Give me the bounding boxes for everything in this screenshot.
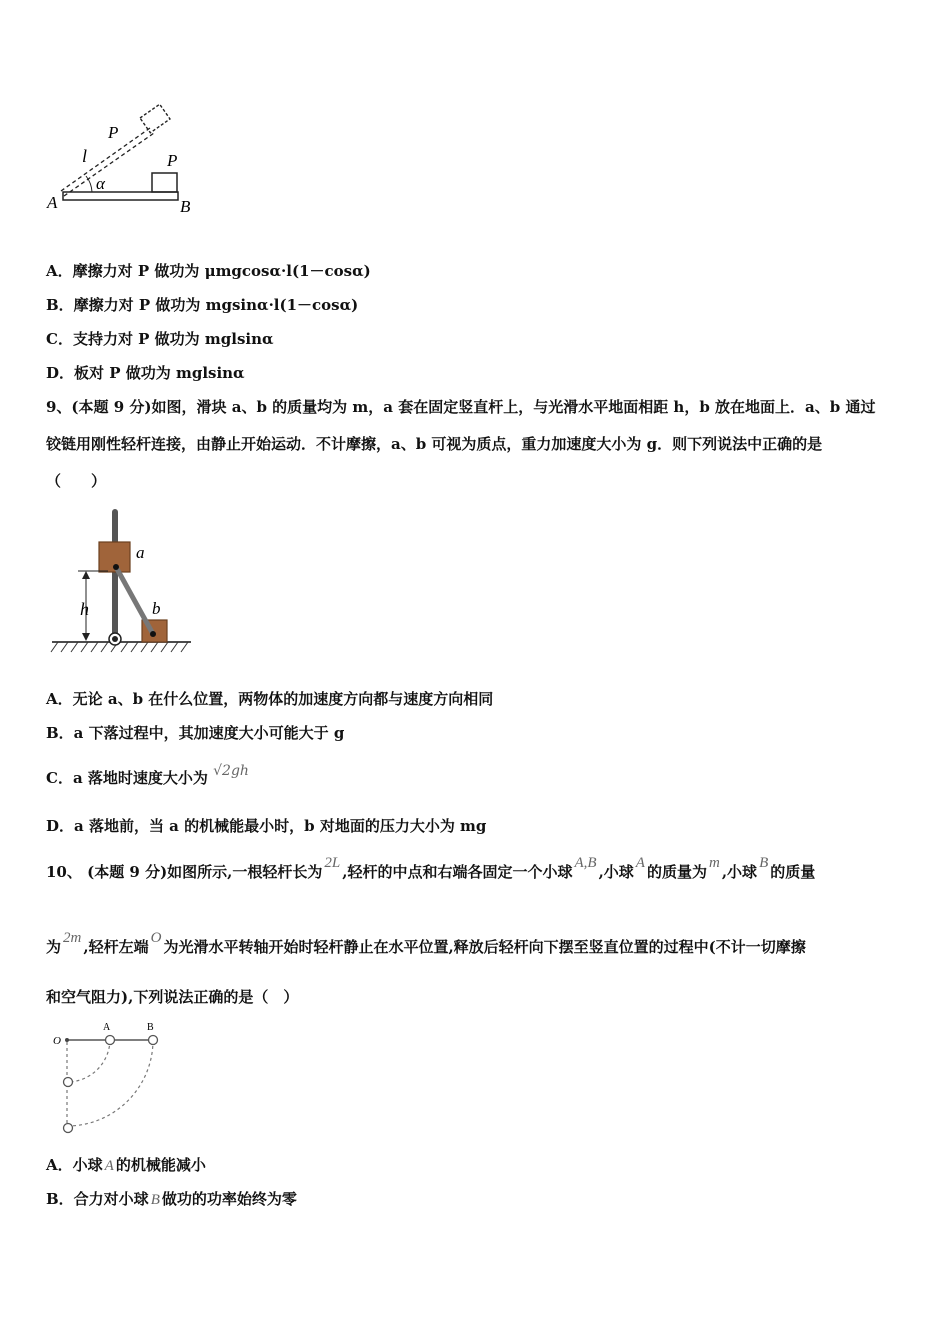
q9-option-c-text: C．a 落地时速度大小为 — [46, 769, 208, 787]
q10-option-a-text2: 的机械能减小 — [115, 1156, 206, 1174]
label-alpha: α — [96, 174, 105, 193]
label-a: A — [47, 193, 58, 212]
ball-b-end — [64, 1124, 73, 1133]
math-o: O — [150, 930, 162, 946]
arc-b — [69, 1040, 153, 1126]
q10-text: ,小球 — [721, 863, 758, 881]
q10-stem-line2 — [46, 930, 806, 958]
math-ab: A,B — [574, 855, 597, 871]
math-2l: 2L — [324, 855, 341, 871]
q10-option-b-text2: 做功的功率始终为零 — [161, 1190, 297, 1208]
q8-option-c[interactable]: C．支持力对 P 做功为 mglsinα — [46, 330, 274, 348]
q10-text: 为光滑水平转轴开始时轻杆静止在水平位置,释放后轻杆向下摆至竖直位置的过程中(不计一切摩擦 — [163, 938, 806, 956]
ground-hatch — [51, 642, 191, 652]
q10-text: 为 — [46, 938, 62, 956]
q10-stem-line1 — [46, 855, 816, 883]
math-m: m — [708, 855, 720, 871]
height-arrow-head-bottom — [82, 633, 90, 641]
q10-option-b-text: B．合力对小球 — [46, 1190, 149, 1208]
q10-text: 的质量为 — [646, 863, 707, 881]
arc-a — [69, 1040, 110, 1082]
incline-line-2 — [64, 133, 154, 196]
q9-stem-line1: 9、(本题 9 分)如图，滑块 a、b 的质量均为 m，a 套在固定竖直杆上，与光滑水平地面相距 h，b 放在地面上．a、b 通过 — [46, 398, 876, 416]
q9-stem-line2: 铰链用刚性轻杆连接，由静止开始运动．不计摩擦，a、b 可视为质点，重力加速度大小为 g．则下列说法中正确的是 — [46, 435, 823, 453]
math-a: A — [635, 855, 645, 871]
block-p-tilted — [140, 104, 170, 133]
label-p-top: P — [108, 123, 119, 142]
hinge-a — [113, 564, 119, 570]
q10-text: ,轻杆左端 — [83, 938, 149, 956]
label-o: O — [53, 1035, 61, 1047]
sliding-blocks-figure — [46, 505, 196, 660]
q9-option-c[interactable] — [46, 763, 249, 789]
q10-text: ,轻杆的中点和右端各固定一个小球 — [342, 863, 573, 881]
connecting-rod — [116, 567, 153, 634]
sqrt-2gh-formula: √2gh — [213, 763, 249, 779]
ball-a-start — [106, 1036, 115, 1045]
height-arrow-head-top — [82, 571, 90, 579]
q10-text: 的质量 — [770, 863, 816, 881]
label-b: b — [152, 599, 161, 618]
incline-line-1 — [61, 128, 150, 191]
q10-stem-line3: 和空气阻力),下列说法正确的是（ ） — [46, 988, 299, 1006]
math-2m: 2m — [63, 930, 82, 946]
incline-figure — [40, 100, 210, 220]
block-p-on-board — [152, 173, 177, 192]
math-b: B — [150, 1192, 160, 1208]
pivot-o — [65, 1038, 69, 1042]
hinge-b — [150, 631, 156, 637]
q10-text: 10、 (本题 9 分)如图所示,一根轻杆长为 — [46, 863, 323, 881]
q9-option-b[interactable]: B．a 下落过程中，其加速度大小可能大于 g — [46, 724, 345, 742]
label-p-right: P — [167, 151, 178, 170]
q8-option-a[interactable]: A．摩擦力对 P 做功为 μmgcosα·l(1－cosα) — [46, 262, 371, 280]
board-ab — [63, 192, 178, 200]
label-a: a — [136, 543, 145, 562]
label-h: h — [80, 599, 89, 619]
q10-option-b[interactable] — [46, 1189, 297, 1210]
ball-b-start — [149, 1036, 158, 1045]
q10-option-a[interactable] — [46, 1155, 206, 1176]
label-a: A — [103, 1022, 111, 1033]
q10-text: ,小球 — [598, 863, 634, 881]
math-a: A — [104, 1158, 114, 1174]
ball-a-end — [64, 1078, 73, 1087]
q9-option-a[interactable]: A．无论 a、b 在什么位置，两物体的加速度方向都与速度方向相同 — [46, 690, 494, 708]
label-b: B — [180, 197, 191, 216]
rod-base-pivot-dot — [112, 636, 118, 642]
q8-option-d[interactable]: D．板对 P 做功为 mglsinα — [46, 364, 245, 382]
q9-option-d[interactable]: D．a 落地前，当 a 的机械能最小时，b 对地面的压力大小为 mg — [46, 817, 487, 835]
q9-stem-line3: （ ） — [46, 472, 107, 490]
math-b: B — [759, 855, 769, 871]
label-l: l — [82, 146, 88, 166]
label-b: B — [147, 1022, 154, 1033]
q10-option-a-text: A．小球 — [46, 1156, 103, 1174]
rotating-rod-figure — [46, 1018, 176, 1138]
q8-option-b[interactable]: B．摩擦力对 P 做功为 mgsinα·l(1－cosα) — [46, 296, 359, 314]
